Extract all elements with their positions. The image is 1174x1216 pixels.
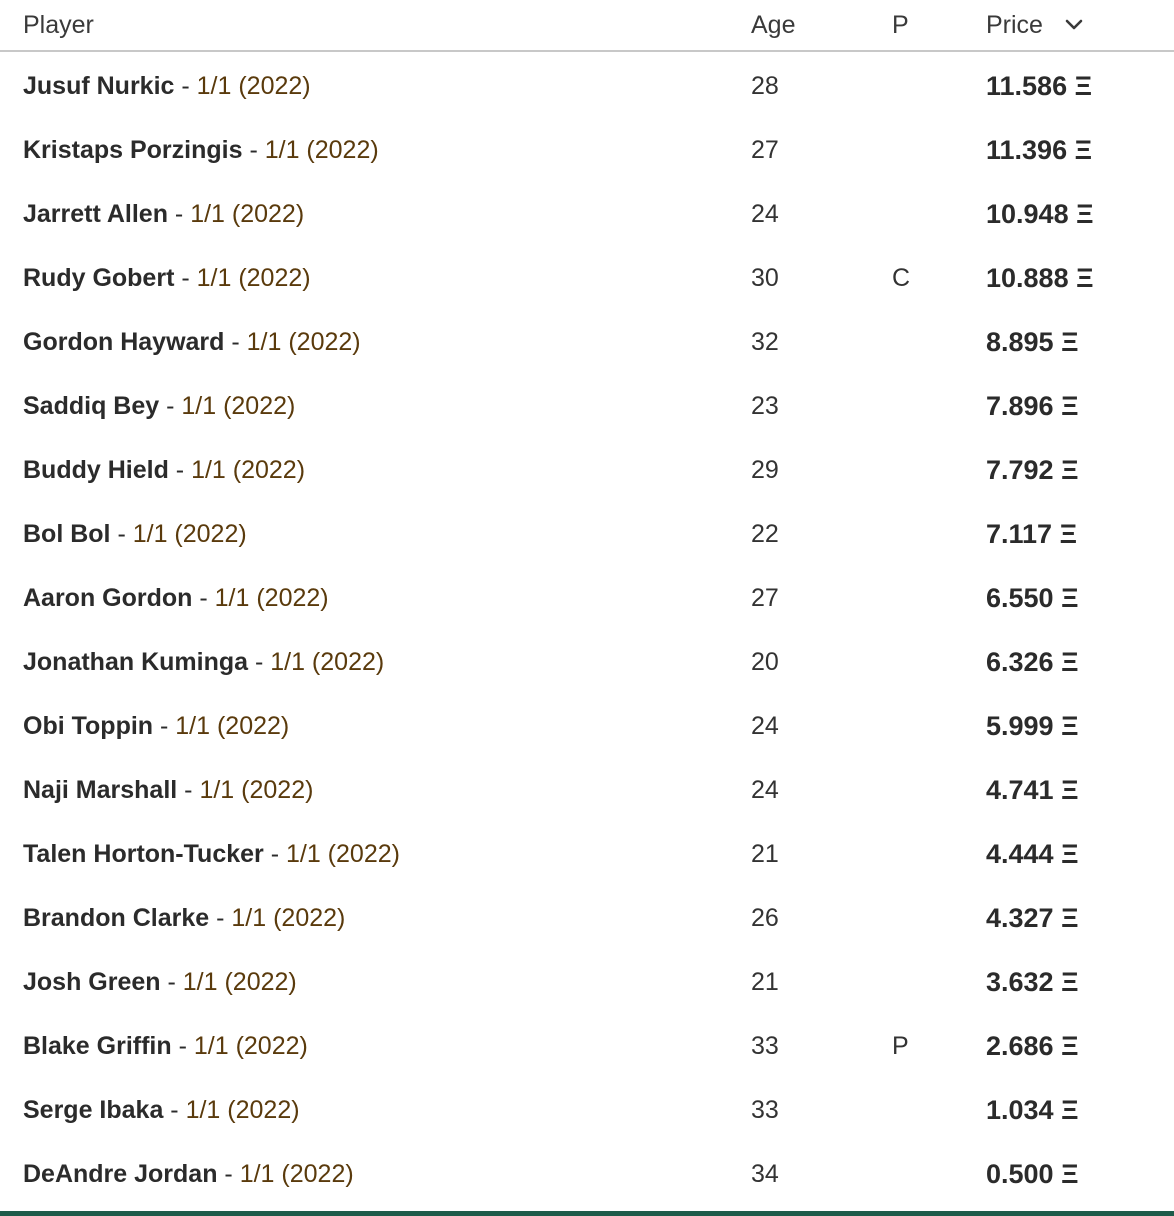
table-row[interactable] (0, 630, 1174, 694)
name-separator: - (168, 456, 192, 484)
edition-label: 1/1 (2022) (246, 328, 361, 356)
column-header-price-label: Price (986, 11, 1043, 39)
player-cell[interactable] (23, 391, 295, 421)
player-cell[interactable] (23, 583, 329, 613)
age-cell: 33 (751, 1096, 779, 1124)
edition-label: 1/1 (2022) (214, 584, 329, 612)
table-row[interactable] (0, 694, 1174, 758)
chevron-down-icon[interactable] (1064, 9, 1084, 39)
edition-label: 1/1 (2022) (175, 712, 290, 740)
table-row[interactable] (0, 1014, 1174, 1078)
price-cell: 10.888 Ξ (986, 263, 1094, 293)
player-name[interactable]: Gordon Hayward (23, 328, 225, 356)
table-row[interactable] (0, 886, 1174, 950)
age-cell: 20 (751, 648, 779, 676)
table-row[interactable] (0, 438, 1174, 502)
price-cell: 6.550 Ξ (986, 583, 1079, 613)
edition-label: 1/1 (2022) (231, 904, 346, 932)
player-cell[interactable] (23, 327, 361, 357)
price-cell: 10.948 Ξ (986, 199, 1094, 229)
age-cell: 24 (751, 712, 779, 740)
player-cell[interactable] (23, 1159, 354, 1189)
player-cell[interactable] (23, 903, 345, 933)
price-cell: 4.327 Ξ (986, 903, 1079, 933)
table-row[interactable] (0, 118, 1174, 182)
name-separator: - (163, 1096, 186, 1124)
edition-label: 1/1 (2022) (264, 136, 379, 164)
name-separator: - (248, 648, 271, 676)
age-cell: 21 (751, 968, 779, 996)
name-separator: - (110, 520, 133, 548)
name-separator: - (153, 712, 176, 740)
name-separator: - (242, 136, 265, 164)
player-name[interactable]: Blake Griffin (23, 1032, 172, 1060)
position-cell: P (892, 1032, 909, 1060)
player-name[interactable]: Naji Marshall (23, 776, 178, 804)
player-cell[interactable] (23, 647, 384, 677)
age-cell: 30 (751, 264, 779, 292)
name-separator: - (174, 72, 197, 100)
player-cell[interactable] (23, 1095, 300, 1125)
player-cell[interactable] (23, 135, 379, 165)
edition-label: 1/1 (2022) (181, 392, 296, 420)
name-separator: - (177, 776, 200, 804)
price-cell: 2.686 Ξ (986, 1031, 1079, 1061)
player-name[interactable]: Jarrett Allen (23, 200, 168, 228)
player-cell[interactable] (23, 71, 311, 101)
table-row[interactable] (0, 822, 1174, 886)
price-cell: 5.999 Ξ (986, 711, 1079, 741)
player-name[interactable]: Buddy Hield (23, 456, 169, 484)
age-cell: 26 (751, 904, 779, 932)
table-row[interactable] (0, 502, 1174, 566)
price-cell: 7.792 Ξ (986, 455, 1079, 485)
player-name[interactable]: Kristaps Porzingis (23, 136, 243, 164)
name-separator: - (167, 200, 191, 228)
age-cell: 24 (751, 200, 779, 228)
name-separator: - (192, 584, 215, 612)
table-body (0, 54, 1174, 1206)
player-name[interactable]: Jonathan Kuminga (23, 648, 249, 676)
player-cell[interactable] (23, 263, 311, 293)
player-cell[interactable] (23, 775, 313, 805)
player-name[interactable]: Talen Horton-Tucker (23, 840, 264, 868)
table-row[interactable] (0, 54, 1174, 118)
player-cell[interactable] (23, 199, 304, 229)
player-cell[interactable] (23, 455, 305, 485)
edition-label: 1/1 (2022) (191, 456, 306, 484)
price-cell: 7.896 Ξ (986, 391, 1079, 421)
player-name[interactable]: Saddiq Bey (23, 392, 160, 420)
player-name[interactable]: Rudy Gobert (23, 264, 175, 292)
edition-label: 1/1 (2022) (196, 72, 311, 100)
name-separator: - (159, 392, 182, 420)
edition-label: 1/1 (2022) (196, 264, 311, 292)
edition-label: 1/1 (2022) (239, 1160, 354, 1188)
table-row[interactable] (0, 1078, 1174, 1142)
age-cell: 29 (751, 456, 779, 484)
table-row[interactable] (0, 566, 1174, 630)
player-name[interactable]: Serge Ibaka (23, 1096, 164, 1124)
age-cell: 27 (751, 584, 779, 612)
player-cell[interactable] (23, 711, 289, 741)
table-row[interactable] (0, 182, 1174, 246)
price-cell: 8.895 Ξ (986, 327, 1079, 357)
price-cell: 3.632 Ξ (986, 967, 1079, 997)
player-cell[interactable] (23, 1031, 308, 1061)
age-cell: 27 (751, 136, 779, 164)
table-row[interactable] (0, 246, 1174, 310)
player-cell[interactable] (23, 839, 400, 869)
player-name[interactable]: Josh Green (23, 968, 161, 996)
name-separator: - (174, 264, 197, 292)
price-cell: 4.741 Ξ (986, 775, 1079, 805)
player-name[interactable]: DeAndre Jordan (23, 1160, 218, 1188)
age-cell: 33 (751, 1032, 779, 1060)
table-header (0, 0, 1174, 52)
table-row[interactable] (0, 310, 1174, 374)
age-cell: 28 (751, 72, 779, 100)
player-name[interactable]: Brandon Clarke (23, 904, 210, 932)
edition-label: 1/1 (2022) (132, 520, 247, 548)
player-name[interactable]: Obi Toppin (23, 712, 154, 740)
age-cell: 34 (751, 1160, 779, 1188)
price-cell: 0.500 Ξ (986, 1159, 1079, 1189)
table-row[interactable] (0, 950, 1174, 1014)
player-cell[interactable] (23, 519, 247, 549)
edition-label: 1/1 (2022) (190, 200, 305, 228)
name-separator: - (263, 840, 286, 868)
name-separator: - (171, 1032, 194, 1060)
edition-label: 1/1 (2022) (182, 968, 297, 996)
age-cell: 32 (751, 328, 779, 356)
column-header-price[interactable] (986, 10, 1084, 41)
age-cell: 21 (751, 840, 779, 868)
name-separator: - (160, 968, 183, 996)
player-cell[interactable] (23, 967, 297, 997)
age-cell: 22 (751, 520, 779, 548)
column-header-position[interactable]: P (892, 11, 909, 39)
name-separator: - (209, 904, 232, 932)
age-cell: 23 (751, 392, 779, 420)
price-cell: 11.586 Ξ (986, 71, 1092, 101)
price-cell: 6.326 Ξ (986, 647, 1079, 677)
table-row[interactable] (0, 758, 1174, 822)
player-name[interactable]: Aaron Gordon (23, 584, 193, 612)
column-header-age[interactable]: Age (751, 11, 796, 39)
column-header-player[interactable]: Player (23, 11, 94, 39)
edition-label: 1/1 (2022) (199, 776, 314, 804)
player-name[interactable]: Jusuf Nurkic (23, 72, 175, 100)
position-cell: C (892, 264, 911, 292)
player-name[interactable]: Bol Bol (23, 520, 111, 548)
edition-label: 1/1 (2022) (185, 1096, 300, 1124)
age-cell: 24 (751, 776, 779, 804)
price-cell: 1.034 Ξ (986, 1095, 1079, 1125)
edition-label: 1/1 (2022) (285, 840, 400, 868)
edition-label: 1/1 (2022) (270, 648, 385, 676)
name-separator: - (224, 328, 247, 356)
table-row[interactable] (0, 1142, 1174, 1206)
price-cell: 11.396 Ξ (986, 135, 1092, 165)
price-cell: 4.444 Ξ (986, 839, 1079, 869)
name-separator: - (217, 1160, 240, 1188)
edition-label: 1/1 (2022) (193, 1032, 308, 1060)
table-row[interactable] (0, 374, 1174, 438)
bottom-accent-bar (0, 1211, 1174, 1216)
price-cell: 7.117 Ξ (986, 519, 1077, 549)
